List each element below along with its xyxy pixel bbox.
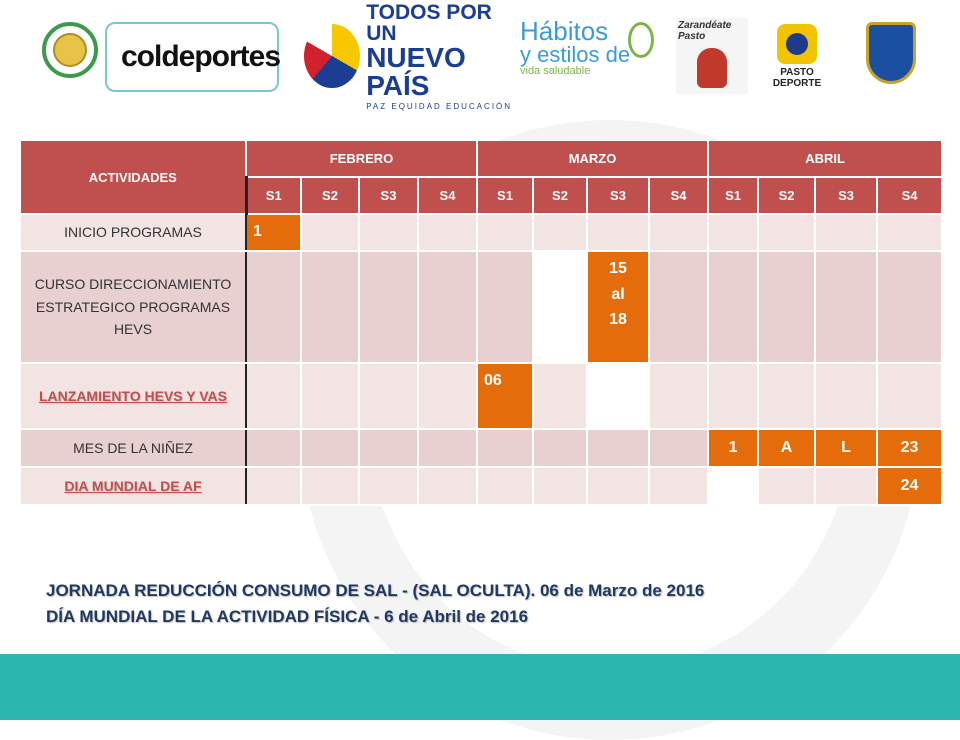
empty-cell [246,429,301,467]
habitos-line3: vida saludable [520,65,591,77]
empty-cell [533,429,587,467]
empty-cell [359,363,418,429]
pasto-deporte-text: PASTO DEPORTE [772,67,822,89]
empty-cell [708,251,758,363]
week-header: S1 [246,177,301,214]
empty-cell [649,214,708,251]
empty-cell [587,363,649,429]
table-row [21,467,942,505]
empty-cell [877,214,942,251]
empty-cell [815,214,877,251]
coldeportes-text: coldeportes [121,40,281,73]
week-header: S1 [708,177,758,214]
empty-cell [418,429,477,467]
mascot-icon [697,48,727,88]
pasto-deporte-logo [762,24,832,94]
empty-cell [815,467,877,505]
activities-schedule-table [21,141,943,506]
empty-cell [418,363,477,429]
pasto-coat-of-arms-logo [866,22,916,84]
week-header: S2 [758,177,815,214]
mark-cell: 24 [877,467,942,505]
mark-cell: 1 [708,429,758,467]
week-header: S3 [587,177,649,214]
zarandeate-text: Zarandéate Pasto [678,20,732,42]
empty-cell [758,251,815,363]
empty-cell [359,467,418,505]
zarandeate-logo [676,18,748,94]
empty-cell [359,429,418,467]
mark-cell: 1 [246,214,301,251]
todos-line1: TODOS POR UN [366,0,492,45]
empty-cell [533,467,587,505]
empty-cell [649,467,708,505]
empty-cell [477,429,533,467]
coldeportes-logo [105,22,279,92]
empty-cell [587,429,649,467]
week-header: S4 [418,177,477,214]
empty-cell [301,467,359,505]
empty-cell [359,214,418,251]
flag-arc-icon [304,24,360,88]
empty-cell [649,363,708,429]
todos-line2: NUEVO PAÍS [366,41,466,101]
empty-cell [758,214,815,251]
person-icon [628,22,654,58]
footer-band [0,654,960,720]
empty-cell [815,363,877,429]
empty-cell [815,251,877,363]
week-header: S1 [477,177,533,214]
mark-cell: A [758,429,815,467]
note-sal-oculta: JORNADA REDUCCIÓN CONSUMO DE SAL - (SAL OCULTA). 06 de Marzo de 2016 [46,581,705,600]
row-label: LANZAMIENTO HEVS Y VAS [21,363,246,429]
empty-cell [587,467,649,505]
mark-cell: 23 [877,429,942,467]
empty-cell [708,363,758,429]
empty-cell [708,467,758,505]
empty-cell [418,214,477,251]
colombia-seal-logo [42,22,98,78]
empty-cell [708,214,758,251]
table-row [21,251,942,363]
empty-cell [649,251,708,363]
note-actividad-fisica: DÍA MUNDIAL DE LA ACTIVIDAD FÍSICA - 6 de Abril de 2016 [46,606,529,626]
week-header: S3 [815,177,877,214]
empty-cell [477,214,533,251]
habitos-line1: Hábitos [520,16,609,46]
week-header: S2 [301,177,359,214]
row-label: MES DE LA NIÑEZ [21,429,246,467]
empty-cell [533,214,587,251]
todos-line3: PAZ EQUIDAD EDUCACIÓN [366,101,513,111]
todos-por-un-nuevo-pais-logo [304,0,516,111]
empty-cell [587,214,649,251]
empty-cell [477,467,533,505]
mark-line: 15 [609,260,627,277]
empty-cell [533,251,587,363]
empty-cell [301,251,359,363]
mark-cell [587,251,649,363]
week-header: S2 [533,177,587,214]
habitos-estilos-logo [520,18,656,92]
empty-cell [477,251,533,363]
row-label: CURSO DIRECCIONAMIENTO ESTRATEGICO PROGRAMAS HEVS [21,251,246,363]
empty-cell [418,251,477,363]
month-header-abr: ABRIL [708,141,942,177]
mark-cell: 06 [477,363,533,429]
week-header: S3 [359,177,418,214]
empty-cell [758,467,815,505]
mark-line: 18 [609,311,627,329]
mark-line: al [611,285,625,303]
empty-cell [758,363,815,429]
seal-emblem-icon [53,33,87,67]
pasto-deporte-icon [777,24,817,64]
empty-cell [301,429,359,467]
table-row [21,363,942,429]
empty-cell [877,251,942,363]
empty-cell [246,363,301,429]
empty-cell [649,429,708,467]
empty-cell [359,251,418,363]
habitos-line2: y estilos de [520,42,631,67]
empty-cell [246,467,301,505]
empty-cell [533,363,587,429]
empty-cell [877,363,942,429]
empty-cell [301,363,359,429]
empty-cell [418,467,477,505]
table-row [21,429,942,467]
mark-cell: L [815,429,877,467]
week-header: S4 [877,177,942,214]
month-header-feb: FEBRERO [246,141,477,177]
week-header: S4 [649,177,708,214]
month-header-mar: MARZO [477,141,708,177]
empty-cell [301,214,359,251]
event-notes [46,578,704,629]
activities-header: ACTIVIDADES [21,141,246,214]
row-label: INICIO PROGRAMAS [21,214,246,251]
table-row [21,214,942,251]
row-label: DIA MUNDIAL DE AF [21,467,246,505]
empty-cell [246,251,301,363]
